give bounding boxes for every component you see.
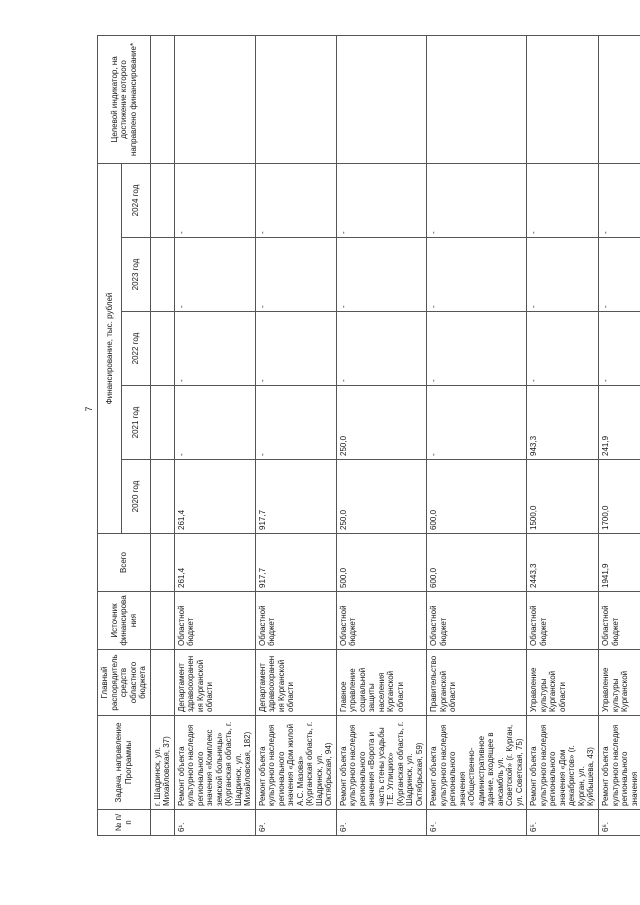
row-task: Ремонт объекта культурного наследия регионального значения bbox=[599, 716, 640, 810]
row-2020 bbox=[150, 460, 174, 534]
row-source: Областной бюджет bbox=[599, 592, 640, 650]
page-number: 7 bbox=[84, 406, 94, 412]
table-row bbox=[599, 35, 640, 835]
row-source: Областной бюджет bbox=[255, 592, 336, 650]
row-target bbox=[174, 35, 255, 163]
row-manager: Управление культуры Курганской области bbox=[527, 650, 599, 716]
row-num: 6⁵. bbox=[527, 810, 599, 836]
row-2024: - bbox=[255, 163, 336, 237]
row-total: 500,0 bbox=[336, 534, 427, 592]
row-total: 1941,9 bbox=[599, 534, 640, 592]
row-2021: - bbox=[427, 386, 527, 460]
row-2024: - bbox=[427, 163, 527, 237]
row-num: 6³. bbox=[336, 810, 427, 836]
header-target: Целевой индикатор, на достижение которого направлено финансирование* bbox=[98, 35, 151, 163]
row-task: Ремонт объекта культурного наследия регионального значения «Ворота и часть стены усадьбы Т.Е. Углицких» (Курганская область, г. Шадринск, ул. Октябрьская, 59) bbox=[336, 716, 427, 810]
row-num: 6². bbox=[255, 810, 336, 836]
row-2022: - bbox=[599, 312, 640, 386]
table-row bbox=[527, 35, 599, 835]
row-2021: 943,3 bbox=[527, 386, 599, 460]
row-2024: - bbox=[527, 163, 599, 237]
row-manager: Департамент здравоохранения Курганской области bbox=[174, 650, 255, 716]
table-body bbox=[150, 35, 640, 835]
header-row-1 bbox=[98, 35, 122, 835]
row-2021 bbox=[150, 386, 174, 460]
row-2020: 261,4 bbox=[174, 460, 255, 534]
row-2023 bbox=[150, 238, 174, 312]
row-source: Областной бюджет bbox=[336, 592, 427, 650]
header-source: Источник финансирования bbox=[98, 592, 151, 650]
row-2023: - bbox=[527, 238, 599, 312]
header-year-2021: 2021 год bbox=[122, 386, 150, 460]
row-2024: - bbox=[174, 163, 255, 237]
row-total: 2443,3 bbox=[527, 534, 599, 592]
row-target bbox=[255, 35, 336, 163]
row-source bbox=[150, 592, 174, 650]
row-2020: 600,0 bbox=[427, 460, 527, 534]
row-total: 917,7 bbox=[255, 534, 336, 592]
header-num: № п/п bbox=[98, 810, 151, 836]
row-source: Областной бюджет bbox=[527, 592, 599, 650]
header-total: Всего bbox=[98, 534, 151, 592]
table-row bbox=[427, 35, 527, 835]
row-2023: - bbox=[255, 238, 336, 312]
header-financing: Финансирование, тыс. рублей bbox=[98, 163, 122, 533]
row-target bbox=[150, 35, 174, 163]
row-2021: 241,9 bbox=[599, 386, 640, 460]
table-row bbox=[255, 35, 336, 835]
row-num: 6⁶. bbox=[599, 810, 640, 836]
row-2022: - bbox=[427, 312, 527, 386]
row-manager bbox=[150, 650, 174, 716]
row-2020: 250,0 bbox=[336, 460, 427, 534]
row-num: 6⁴. bbox=[427, 810, 527, 836]
row-2022: - bbox=[336, 312, 427, 386]
row-source: Областной бюджет bbox=[427, 592, 527, 650]
row-num bbox=[150, 810, 174, 836]
row-2021: - bbox=[255, 386, 336, 460]
table-row bbox=[174, 35, 255, 835]
header-task: Задача, направление Программы bbox=[98, 716, 151, 810]
row-2020: 1500,0 bbox=[527, 460, 599, 534]
row-2022: - bbox=[255, 312, 336, 386]
header-year-2022: 2022 год bbox=[122, 312, 150, 386]
rotated-table-wrapper bbox=[97, 36, 638, 836]
table-row bbox=[336, 35, 427, 835]
row-total bbox=[150, 534, 174, 592]
row-total: 600,0 bbox=[427, 534, 527, 592]
row-2022 bbox=[150, 312, 174, 386]
row-2023: - bbox=[427, 238, 527, 312]
header-manager: Главный распорядитель средств областного бюджета bbox=[98, 650, 151, 716]
row-task: г. Шадринск, ул. Михайловская, 37) bbox=[150, 716, 174, 810]
row-2023: - bbox=[599, 238, 640, 312]
row-2021: - bbox=[174, 386, 255, 460]
row-task: Ремонт объекта культурного наследия регионального значения «Общественно-административное здание, входящее в ансамбль ул. Советской» (г. Курган, ул. Советская, 75) bbox=[427, 716, 527, 810]
row-2020: 917,7 bbox=[255, 460, 336, 534]
financing-table bbox=[97, 35, 640, 836]
table-row bbox=[150, 35, 174, 835]
row-target bbox=[527, 35, 599, 163]
header-year-2023: 2023 год bbox=[122, 238, 150, 312]
row-2022: - bbox=[174, 312, 255, 386]
row-task: Ремонт объекта культурного наследия регионального значения «Дом декабристов» (г. Курган, ул. Куйбышева, 43) bbox=[527, 716, 599, 810]
header-year-2024: 2024 год bbox=[122, 163, 150, 237]
row-source: Областной бюджет bbox=[174, 592, 255, 650]
header-year-2020: 2020 год bbox=[122, 460, 150, 534]
row-2024 bbox=[150, 163, 174, 237]
row-num: 6¹. bbox=[174, 810, 255, 836]
row-target bbox=[336, 35, 427, 163]
row-manager: Правительство Курганской области bbox=[427, 650, 527, 716]
row-task: Ремонт объекта культурного наследия регионального значения «Дом жилой А.С. Мазова» (Курганская область, г. Шадринск, ул. Октябрьская, 94) bbox=[255, 716, 336, 810]
row-2021: 250,0 bbox=[336, 386, 427, 460]
row-2020: 1700,0 bbox=[599, 460, 640, 534]
row-2023: - bbox=[336, 238, 427, 312]
row-manager: Управление культуры Курганской bbox=[599, 650, 640, 716]
row-2022: - bbox=[527, 312, 599, 386]
row-target bbox=[427, 35, 527, 163]
row-2024: - bbox=[336, 163, 427, 237]
row-2024: - bbox=[599, 163, 640, 237]
row-manager: Главное управление социальной защиты населения Курганской области bbox=[336, 650, 427, 716]
row-manager: Департамент здравоохранения Курганской области bbox=[255, 650, 336, 716]
row-task: Ремонт объекта культурного наследия регионального значения «Комплекс земской больницы» (Курганская область, г. Шадринск, ул. Михайловская, 182) bbox=[174, 716, 255, 810]
row-2023: - bbox=[174, 238, 255, 312]
row-target bbox=[599, 35, 640, 163]
row-total: 261,4 bbox=[174, 534, 255, 592]
